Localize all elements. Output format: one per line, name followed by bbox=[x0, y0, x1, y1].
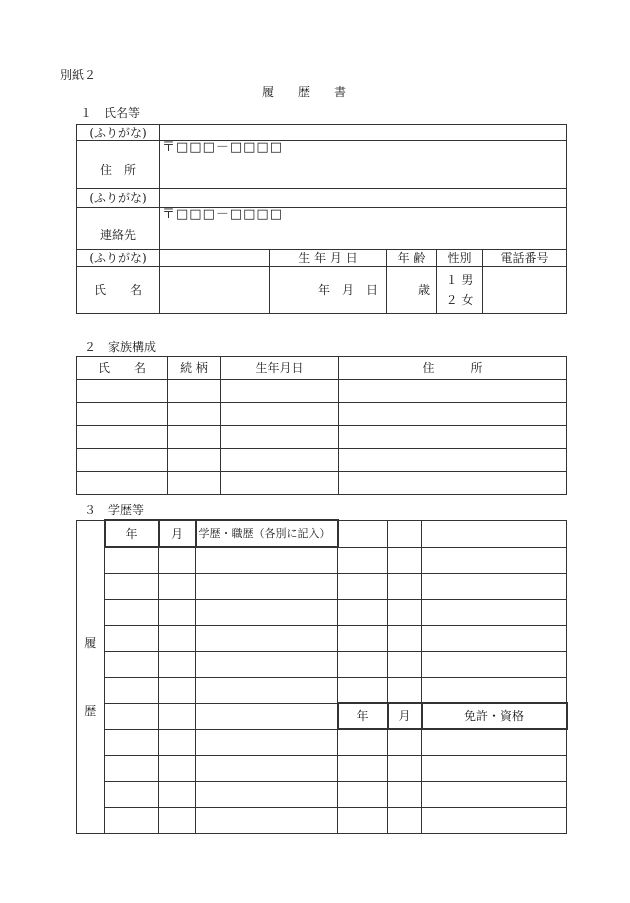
table-row bbox=[77, 472, 567, 495]
address-field[interactable] bbox=[160, 141, 567, 189]
family-header-name: 氏 名 bbox=[77, 357, 168, 380]
name-label: 氏 名 bbox=[77, 267, 160, 314]
age-header: 年 齢 bbox=[387, 250, 437, 267]
section-heading-family: ２ 家族構成 bbox=[84, 340, 157, 354]
furigana-label: (ふりがな) bbox=[77, 125, 160, 141]
sex-header: 性別 bbox=[437, 250, 483, 267]
furigana-field[interactable] bbox=[160, 250, 270, 267]
history-table bbox=[76, 519, 568, 834]
table-row bbox=[77, 573, 567, 599]
phone-field[interactable] bbox=[483, 267, 567, 314]
address-label: 住 所 bbox=[77, 141, 160, 189]
personal-info-table bbox=[76, 124, 567, 314]
age-value: 歳 bbox=[417, 283, 430, 297]
family-table bbox=[76, 356, 567, 495]
table-row bbox=[77, 380, 567, 403]
age-field[interactable] bbox=[387, 267, 437, 314]
license-header-month: 月 bbox=[388, 703, 422, 729]
family-header-relation: 続 柄 bbox=[168, 357, 221, 380]
table-row bbox=[77, 449, 567, 472]
table-row bbox=[77, 703, 567, 729]
contact-label: 連絡先 bbox=[77, 208, 160, 250]
section-heading-history: ３ 学歴等 bbox=[84, 503, 145, 517]
birthdate-value: 年 月 日 bbox=[317, 283, 378, 297]
document-title: 履 歴 書 bbox=[262, 85, 347, 99]
furigana-field[interactable] bbox=[160, 125, 567, 141]
table-row bbox=[77, 403, 567, 426]
family-header-address: 住 所 bbox=[339, 357, 567, 380]
sex-option-male: １ 男 bbox=[445, 273, 474, 287]
section-heading-personal: １ 氏名等 bbox=[80, 106, 141, 120]
table-row bbox=[77, 426, 567, 449]
appendix-label: 別紙２ bbox=[60, 68, 97, 82]
postal-code-placeholder: 〒□□□－□□□□ bbox=[162, 140, 283, 155]
birthdate-header: 生 年 月 日 bbox=[270, 250, 387, 267]
family-header-birthdate: 生年月日 bbox=[221, 357, 339, 380]
table-row bbox=[77, 625, 567, 651]
sex-field[interactable] bbox=[437, 267, 483, 314]
license-header-year: 年 bbox=[338, 703, 388, 729]
table-row bbox=[77, 807, 567, 833]
furigana-field[interactable] bbox=[160, 189, 567, 208]
education-header-month: 月 bbox=[159, 520, 196, 547]
education-header-detail: 学歴・職歴（各別に記入） bbox=[196, 520, 338, 547]
furigana-label: (ふりがな) bbox=[77, 250, 160, 267]
history-side-label-bottom: 歴 bbox=[84, 703, 97, 718]
table-row bbox=[77, 651, 567, 677]
furigana-label: (ふりがな) bbox=[77, 189, 160, 208]
education-header-year: 年 bbox=[105, 520, 159, 547]
sex-option-female: ２ 女 bbox=[445, 293, 474, 307]
table-row bbox=[77, 781, 567, 807]
phone-header: 電話番号 bbox=[483, 250, 567, 267]
birthdate-field[interactable] bbox=[270, 267, 387, 314]
table-row bbox=[77, 599, 567, 625]
table-row bbox=[77, 755, 567, 781]
postal-code-placeholder: 〒□□□－□□□□ bbox=[162, 207, 283, 222]
history-side-label-top: 履 bbox=[84, 635, 97, 650]
history-side-label bbox=[77, 520, 105, 833]
table-row bbox=[77, 677, 567, 703]
table-row bbox=[77, 547, 567, 573]
table-row bbox=[77, 729, 567, 755]
name-field[interactable] bbox=[160, 267, 270, 314]
license-header-detail: 免許・資格 bbox=[422, 703, 567, 729]
contact-field[interactable] bbox=[160, 208, 567, 250]
